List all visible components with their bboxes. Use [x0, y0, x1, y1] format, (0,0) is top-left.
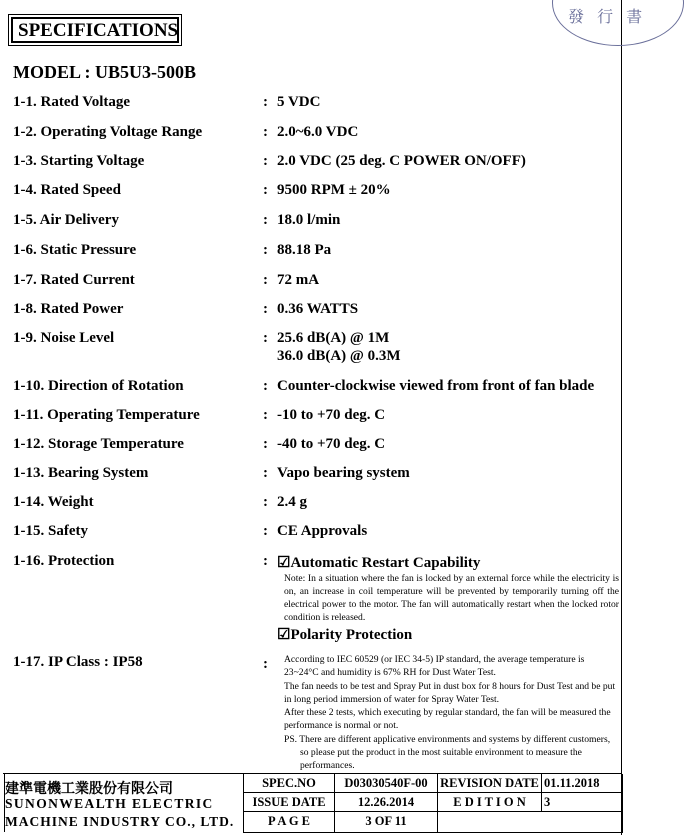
issue-date-value: 12.26.2014 — [335, 793, 438, 812]
company-name-line2: MACHINE INDUSTRY CO., LTD. — [5, 814, 235, 829]
revision-date-label: REVISION DATE — [438, 774, 542, 793]
spec-no-value: D03030540F-00 — [335, 774, 438, 793]
issue-stamp-text: 發 行 書 — [568, 7, 647, 26]
empty-cell — [438, 812, 623, 833]
company-name-chinese: 建準電機工業股份有限公司 — [5, 781, 173, 797]
page-label: P A G E — [244, 812, 335, 833]
right-border — [621, 0, 622, 835]
protection-note: Note: In a situation where the fan is locked by an external force while the electricity is on, an increase in coil temperature will be prevented by temporarily turning off the electrical power to the motor. The fan will automatically restart when the locked rotor condition is released. — [284, 573, 619, 623]
ip-line: According to IEC 60529 (or IEC 34-5) IP standard, the average temperature is 23~24°C and humidity is 67% RH for Dust Water Test. — [284, 654, 585, 679]
title-block — [3, 773, 622, 833]
page-value: 3 OF 11 — [335, 812, 438, 833]
title-block-grid — [243, 774, 623, 833]
edition-value: 3 — [542, 793, 623, 812]
ip-class-description — [284, 653, 621, 773]
polarity-protection: ☑Polarity Protection — [277, 627, 413, 643]
ip-ps-note: PS. There are different applicative environments and systems by different customers, so please put the product in the most suitable environment to measure the performances. — [284, 733, 611, 772]
issue-date-label: ISSUE DATE — [244, 793, 335, 812]
ip-line: The fan needs to be test and Spray Put in dust box for 8 hours for Dust Test and be put in long period immersion of water for Spray Water Test. — [284, 680, 616, 705]
company-block — [3, 774, 243, 833]
specifications-heading: SPECIFICATIONS — [11, 17, 179, 43]
model-title: MODEL : UB5U3-500B — [13, 62, 197, 82]
spec-no-label: SPEC.NO — [244, 774, 335, 793]
ip-line: After these 2 tests, which executing by regular standard, the fan will be measured the performance is normal or not. — [284, 707, 611, 732]
company-name-line1: SUNONWEALTH ELECTRIC — [5, 796, 214, 811]
revision-date-value: 01.11.2018 — [542, 774, 623, 793]
edition-label: E D I T I O N — [438, 793, 542, 812]
